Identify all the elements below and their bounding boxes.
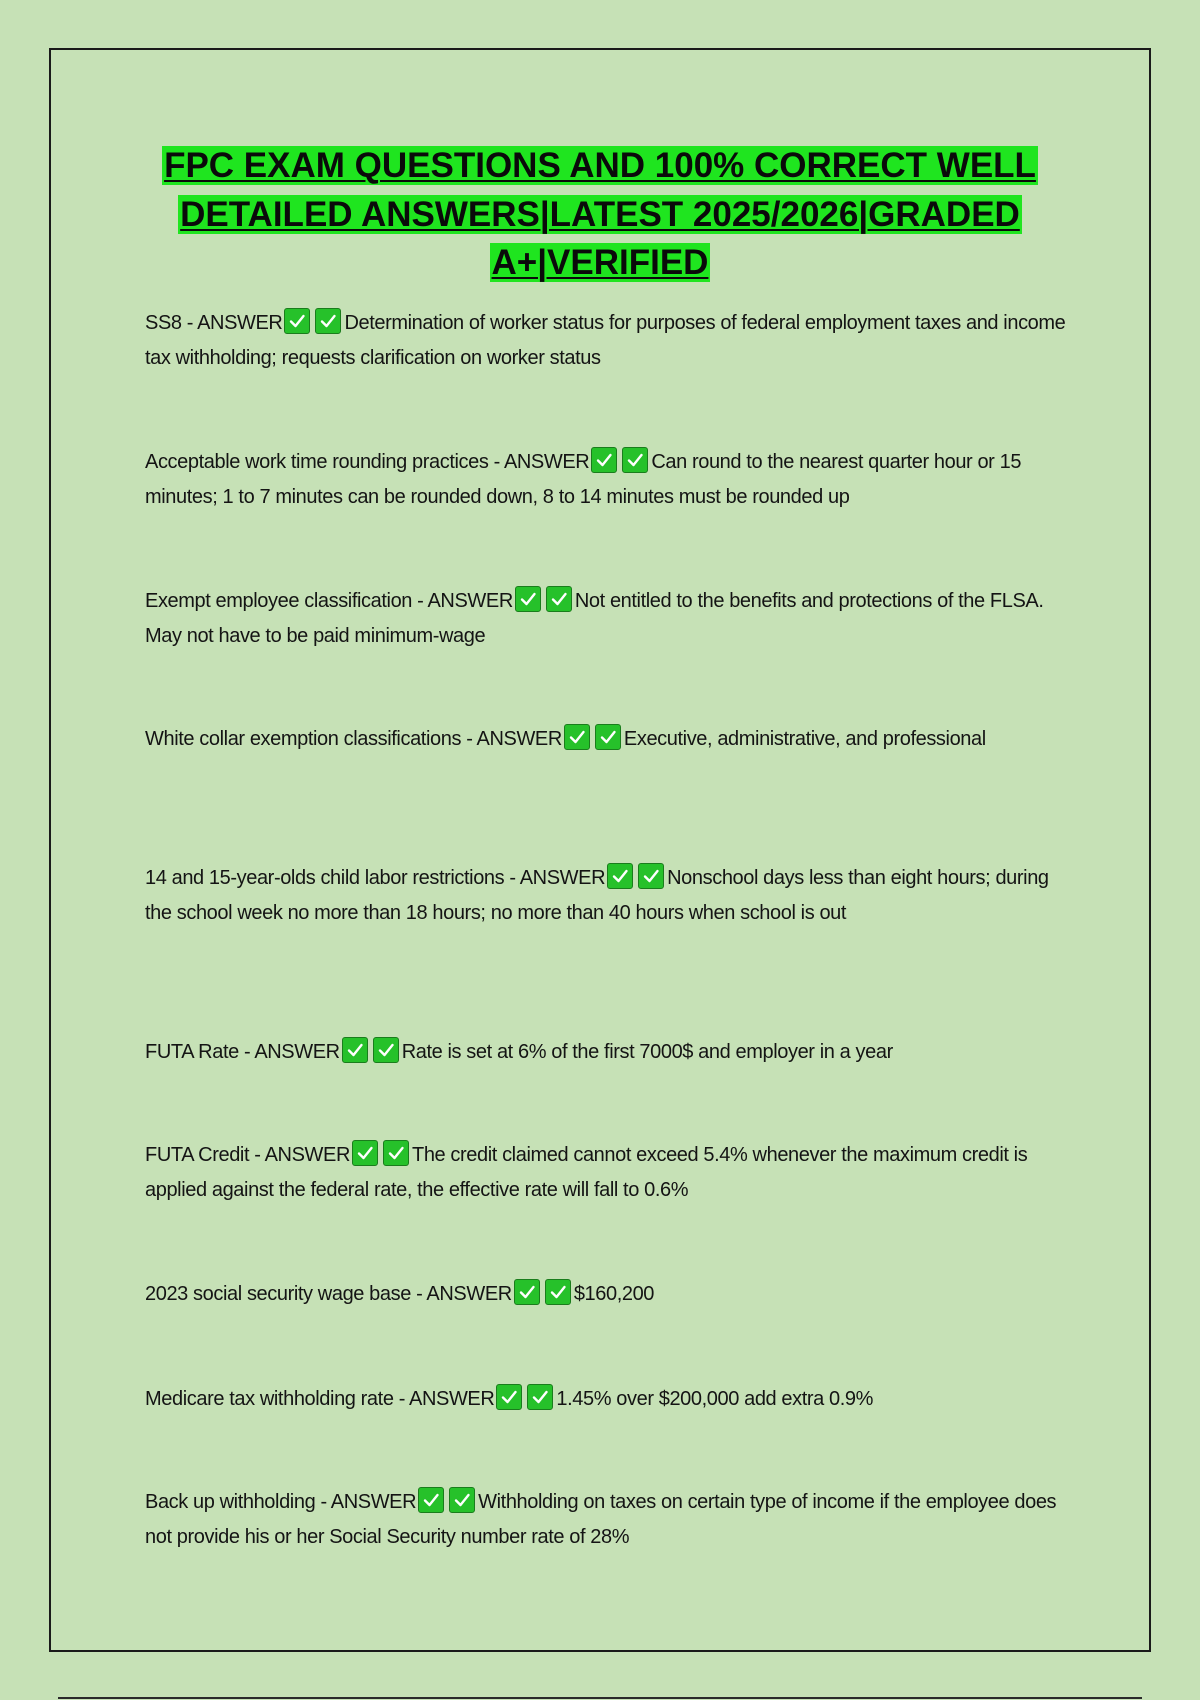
check-mark-icon (514, 1279, 540, 1305)
qa-item (145, 1277, 1070, 1312)
answer-label: - ANSWER (410, 1283, 512, 1305)
answer-label: - ANSWER (181, 312, 283, 334)
question-text: 2023 social security wage base (145, 1283, 411, 1305)
qa-item (145, 861, 1070, 931)
check-mark-icon (496, 1384, 522, 1410)
answer-text: The credit claimed cannot exceed 5.4% whenever the maximum credit is applied against the federal rate, the effective rate will fall to 0.6% (145, 1144, 1028, 1201)
check-mark-icon (315, 308, 341, 334)
check-mark-icon (638, 863, 664, 889)
check-mark-icon (591, 447, 617, 473)
check-mark-icon (595, 724, 621, 750)
question-text: FUTA Rate (145, 1041, 239, 1063)
question-text: Acceptable work time rounding practices (145, 451, 489, 473)
qa-item (145, 1138, 1070, 1208)
answer-text: Can round to the nearest quarter hour or 15 minutes; 1 to 7 minutes can be rounded down, 8 to 14 minutes must be rounded up (145, 451, 1022, 508)
check-mark-icon (418, 1487, 444, 1513)
check-mark-icon (564, 724, 590, 750)
answer-text: Nonschool days less than eight hours; during the school week no more than 18 hours; no more than 40 hours when school is out (145, 867, 1049, 924)
question-text: Back up withholding (145, 1491, 316, 1513)
qa-item (145, 1382, 1070, 1417)
check-mark-icon (383, 1140, 409, 1166)
answer-text: Not entitled to the benefits and protections of the FLSA. May not have to be paid minimum-wage (145, 590, 1044, 647)
qa-item (145, 584, 1070, 654)
check-mark-icon (284, 308, 310, 334)
qa-item (145, 1485, 1070, 1555)
question-text: Exempt employee classification (145, 590, 413, 612)
document-title-text: FPC EXAM QUESTIONS AND 100% CORRECT WELL DETAILED ANSWERS|LATEST 2025/2026|GRADED A+|VERIFIED (164, 146, 1036, 282)
answer-label: - ANSWER (488, 451, 590, 473)
answer-label: - ANSWER (315, 1491, 417, 1513)
answer-label: - ANSWER (412, 590, 513, 612)
answer-text: 1.45% over $200,000 add extra 0.9% (556, 1388, 874, 1410)
answer-text: Rate is set at 6% of the first 7000$ and employer in a year (401, 1041, 893, 1063)
check-mark-icon (545, 1279, 571, 1305)
check-mark-icon (342, 1037, 368, 1063)
check-mark-icon (373, 1037, 399, 1063)
answer-text: $160,200 (573, 1283, 655, 1305)
question-text: Medicare tax withholding rate (145, 1388, 394, 1410)
qa-item (145, 306, 1070, 376)
check-mark-icon (622, 447, 648, 473)
answer-text: Determination of worker status for purposes of federal employment taxes and income tax withholding; requests clarification on worker status (145, 312, 1066, 369)
qa-item (145, 722, 1070, 757)
question-text: SS8 (145, 312, 182, 334)
qa-item (145, 445, 1070, 515)
answer-label: - ANSWER (249, 1144, 350, 1166)
answer-text: Withholding on taxes on certain type of income if the employee does not provide his or her Social Security number rate of 28% (145, 1491, 1057, 1548)
answer-text: Executive, administrative, and professional (623, 728, 986, 750)
check-mark-icon (607, 863, 633, 889)
check-mark-icon (527, 1384, 553, 1410)
answer-label: - ANSWER (461, 728, 562, 750)
qa-item (145, 1035, 1070, 1070)
answer-label: - ANSWER (393, 1388, 495, 1410)
answer-label: - ANSWER (238, 1041, 340, 1063)
check-mark-icon (449, 1487, 475, 1513)
check-mark-icon (352, 1140, 378, 1166)
question-text: FUTA Credit (145, 1144, 250, 1166)
question-text: White collar exemption classifications (145, 728, 462, 750)
document-title (100, 142, 1100, 288)
question-text: 14 and 15-year-olds child labor restrictions (145, 867, 505, 889)
footer-divider (58, 1697, 1142, 1699)
check-mark-icon (546, 586, 572, 612)
answer-label: - ANSWER (504, 867, 606, 889)
check-mark-icon (515, 586, 541, 612)
